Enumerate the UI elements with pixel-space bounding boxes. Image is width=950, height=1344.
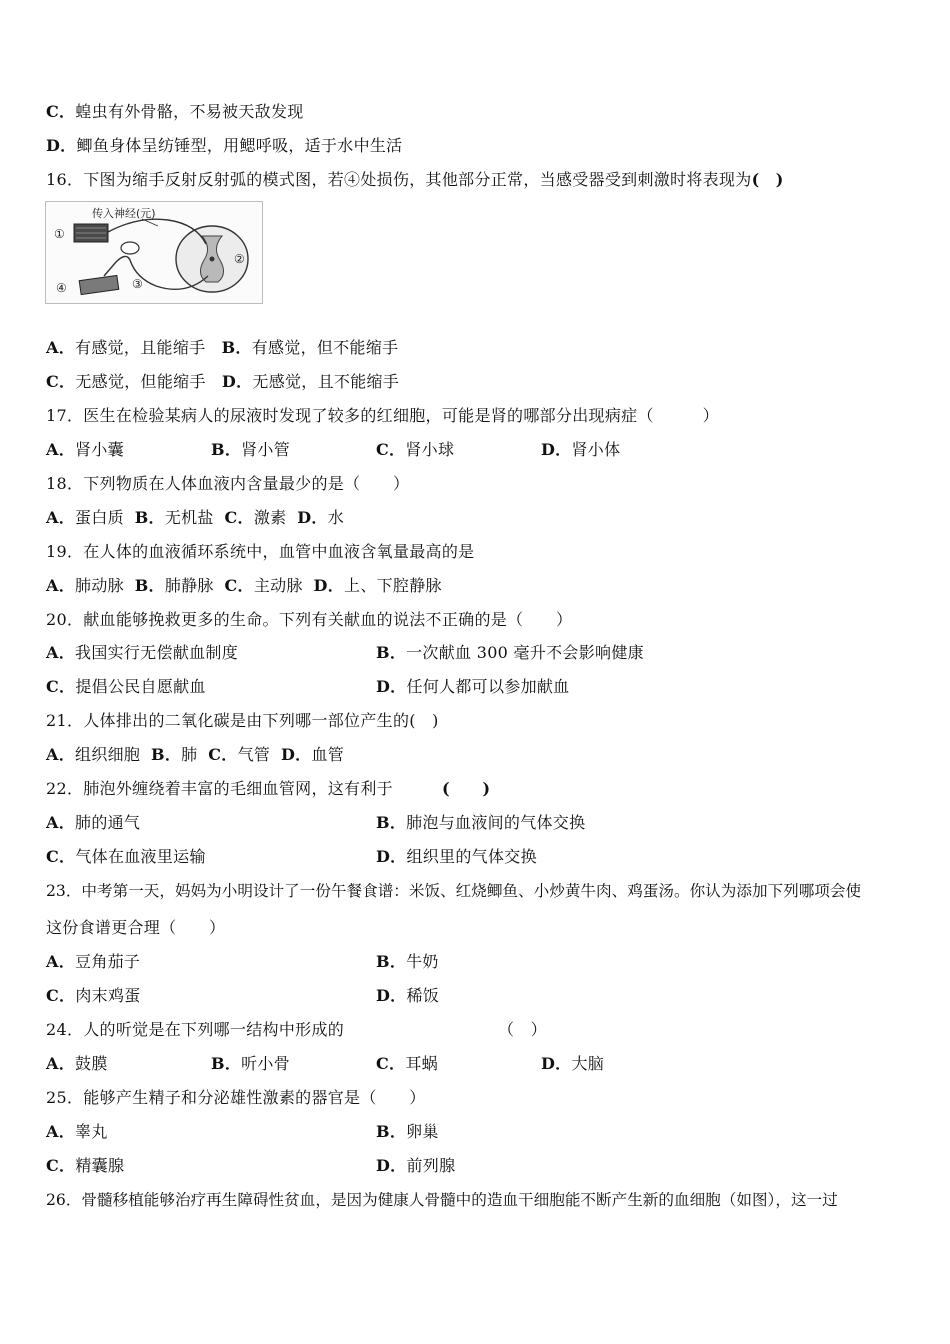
option-letter: D． bbox=[280, 745, 312, 764]
option-letter: D． bbox=[376, 677, 407, 696]
option-text: 上、下腔静脉 bbox=[344, 576, 442, 595]
q23-stem-line1: 23．中考第一天，妈妈为小明设计了一份午餐食谱：米饭、红烧鲫鱼、小炒黄牛肉、鸡蛋汤。你认为添加下列哪项会使 bbox=[46, 882, 862, 900]
option-letter: D． bbox=[297, 508, 328, 527]
option-letter: A． bbox=[46, 338, 76, 357]
option-letter: D． bbox=[541, 440, 572, 459]
q25-stem: 25．能够产生精子和分泌雄性激素的器官是（ ） bbox=[46, 1088, 426, 1107]
option-letter: D． bbox=[46, 136, 77, 155]
marker-2: ② bbox=[234, 252, 245, 266]
option-letter: B． bbox=[376, 952, 407, 971]
option-text: 气管 bbox=[237, 745, 271, 764]
q17-options bbox=[46, 440, 746, 460]
q23-stem-line2: 这份食谱更合理（ ） bbox=[46, 918, 226, 937]
afferent-label: 传入神经(元) bbox=[92, 207, 156, 220]
q23-options-cd bbox=[46, 986, 746, 1006]
option-letter: D． bbox=[376, 847, 407, 866]
q22-stem bbox=[46, 779, 506, 799]
q18-options bbox=[46, 508, 344, 528]
option-letter: B． bbox=[376, 813, 407, 832]
option-text: 牛奶 bbox=[406, 952, 439, 971]
option-letter: A． bbox=[46, 745, 76, 764]
effector bbox=[79, 275, 119, 294]
q15-option-d bbox=[46, 136, 403, 156]
option-letter: A． bbox=[46, 576, 76, 595]
answer-paren: ( ) bbox=[442, 779, 491, 798]
q25-options-ab bbox=[46, 1122, 746, 1142]
q20-stem: 20．献血能够挽救更多的生命。下列有关献血的说法不正确的是（ ） bbox=[46, 610, 573, 629]
option-letter: B． bbox=[134, 508, 165, 527]
option-text: 主动脉 bbox=[253, 576, 303, 595]
option-letter: B． bbox=[151, 745, 182, 764]
q24-options bbox=[46, 1054, 746, 1074]
option-letter: B． bbox=[376, 1122, 407, 1141]
option-text: 提倡公民自愿献血 bbox=[75, 677, 206, 696]
option-text: 肺泡与血液间的气体交换 bbox=[406, 813, 586, 832]
q21-stem: 21．人体排出的二氧化碳是由下列哪一部位产生的( ) bbox=[46, 711, 439, 730]
q16-stem bbox=[46, 170, 784, 190]
option-text: 肉末鸡蛋 bbox=[75, 986, 141, 1005]
q19-stem: 19．在人体的血液循环系统中，血管中血液含氧量最高的是 bbox=[46, 542, 475, 561]
option-text: 睾丸 bbox=[75, 1122, 108, 1141]
q25-options-cd bbox=[46, 1156, 746, 1176]
option-letter: D． bbox=[541, 1054, 572, 1073]
marker-1: ① bbox=[54, 227, 65, 241]
q23-options-ab bbox=[46, 952, 746, 972]
option-text: 一次献血 300 毫升不会影响健康 bbox=[406, 643, 644, 662]
reflex-arc-diagram bbox=[46, 202, 262, 303]
option-letter: D． bbox=[221, 372, 253, 391]
option-text: 卵巢 bbox=[406, 1122, 439, 1141]
option-letter: C． bbox=[46, 372, 76, 391]
option-letter: B． bbox=[211, 1054, 242, 1073]
option-text: 肺的通气 bbox=[75, 813, 141, 832]
question-text: 22．肺泡外缠绕着丰富的毛细血管网，这有利于 bbox=[46, 779, 393, 798]
q24-stem bbox=[46, 1020, 566, 1040]
option-text: 豆角茄子 bbox=[75, 952, 141, 971]
option-text: 组织细胞 bbox=[75, 745, 141, 764]
option-text: 肾小球 bbox=[405, 440, 455, 459]
option-letter: B． bbox=[211, 440, 242, 459]
option-letter: D． bbox=[376, 986, 407, 1005]
option-letter: C． bbox=[46, 847, 76, 866]
q18-stem: 18．下列物质在人体血液内含量最少的是（ ） bbox=[46, 474, 410, 493]
option-text: 气体在血液里运输 bbox=[75, 847, 206, 866]
option-letter: D． bbox=[313, 576, 345, 595]
option-text: 无感觉，但能缩手 bbox=[75, 372, 206, 391]
question-text: 16．下图为缩手反射反射弧的模式图，若④处损伤，其他部分正常，当感受器受到刺激时将表现为 bbox=[46, 170, 752, 189]
option-letter: A． bbox=[46, 1122, 76, 1141]
option-text: 大脑 bbox=[571, 1054, 605, 1073]
option-text: 蛋白质 bbox=[75, 508, 124, 527]
q22-options-ab bbox=[46, 813, 746, 833]
q20-options-ab bbox=[46, 643, 746, 663]
option-letter: B． bbox=[376, 643, 407, 662]
option-text: 我国实行无偿献血制度 bbox=[75, 643, 239, 662]
option-text: 肺静脉 bbox=[164, 576, 214, 595]
option-letter: C． bbox=[376, 1054, 406, 1073]
option-text: 血管 bbox=[311, 745, 345, 764]
option-letter: B． bbox=[221, 338, 252, 357]
q26-stem: 26．骨髓移植能够治疗再生障碍性贫血，是因为健康人骨髓中的造血干细胞能不断产生新的血细胞（如图），这一过 bbox=[46, 1191, 838, 1209]
option-letter: C． bbox=[46, 986, 76, 1005]
option-text: 肾小囊 bbox=[75, 440, 124, 459]
q16-options-cd bbox=[46, 372, 399, 392]
option-letter: C． bbox=[46, 1156, 76, 1175]
option-text: 肾小管 bbox=[241, 440, 291, 459]
option-text: 有感觉，且能缩手 bbox=[75, 338, 206, 357]
q19-options bbox=[46, 576, 442, 596]
option-text: 精囊腺 bbox=[75, 1156, 125, 1175]
option-letter: B． bbox=[134, 576, 165, 595]
reflex-arc-figure bbox=[45, 201, 263, 304]
option-text: 稀饭 bbox=[406, 986, 440, 1005]
option-letter: A． bbox=[46, 643, 76, 662]
q17-stem: 17．医生在检验某病人的尿液时发现了较多的红细胞，可能是肾的哪部分出现病症（ ） bbox=[46, 406, 719, 425]
option-letter: C． bbox=[376, 440, 406, 459]
option-letter: A． bbox=[46, 813, 76, 832]
option-letter: D． bbox=[376, 1156, 407, 1175]
option-text: 激素 bbox=[253, 508, 287, 527]
option-letter: A． bbox=[46, 952, 76, 971]
option-text: 鼓膜 bbox=[75, 1054, 108, 1073]
option-letter: C． bbox=[224, 576, 254, 595]
option-text: 蝗虫有外骨骼，不易被天敌发现 bbox=[75, 102, 304, 121]
option-letter: A． bbox=[46, 508, 76, 527]
option-text: 有感觉，但不能缩手 bbox=[251, 338, 399, 357]
option-letter: C． bbox=[46, 102, 76, 121]
central-canal bbox=[210, 257, 215, 262]
option-text: 任何人都可以参加献血 bbox=[406, 677, 570, 696]
q21-options bbox=[46, 745, 344, 765]
option-text: 无感觉，且不能缩手 bbox=[252, 372, 400, 391]
q20-options-cd bbox=[46, 677, 746, 697]
option-text: 鲫鱼身体呈纺锤型，用鳃呼吸，适于水中生活 bbox=[76, 136, 403, 155]
option-text: 肺动脉 bbox=[75, 576, 124, 595]
option-letter: A． bbox=[46, 440, 76, 459]
option-letter: C． bbox=[224, 508, 254, 527]
ganglion bbox=[121, 242, 139, 254]
option-letter: A． bbox=[46, 1054, 76, 1073]
option-letter: C． bbox=[46, 677, 76, 696]
q15-option-c bbox=[46, 102, 304, 122]
answer-paren: ( ) bbox=[751, 170, 784, 189]
option-text: 肾小体 bbox=[571, 440, 621, 459]
marker-3: ③ bbox=[132, 277, 143, 291]
marker-4: ④ bbox=[56, 281, 67, 295]
option-letter: C． bbox=[208, 745, 238, 764]
question-text: 24．人的听觉是在下列哪一结构中形成的 bbox=[46, 1020, 345, 1039]
q22-options-cd bbox=[46, 847, 746, 867]
option-text: 耳蜗 bbox=[405, 1054, 438, 1073]
answer-paren: （ ） bbox=[498, 1020, 547, 1039]
q16-options-ab bbox=[46, 338, 398, 358]
option-text: 无机盐 bbox=[164, 508, 214, 527]
option-text: 组织里的气体交换 bbox=[406, 847, 537, 866]
option-text: 听小骨 bbox=[241, 1054, 291, 1073]
option-text: 前列腺 bbox=[406, 1156, 456, 1175]
option-text: 水 bbox=[327, 508, 345, 527]
option-text: 肺 bbox=[181, 745, 198, 764]
